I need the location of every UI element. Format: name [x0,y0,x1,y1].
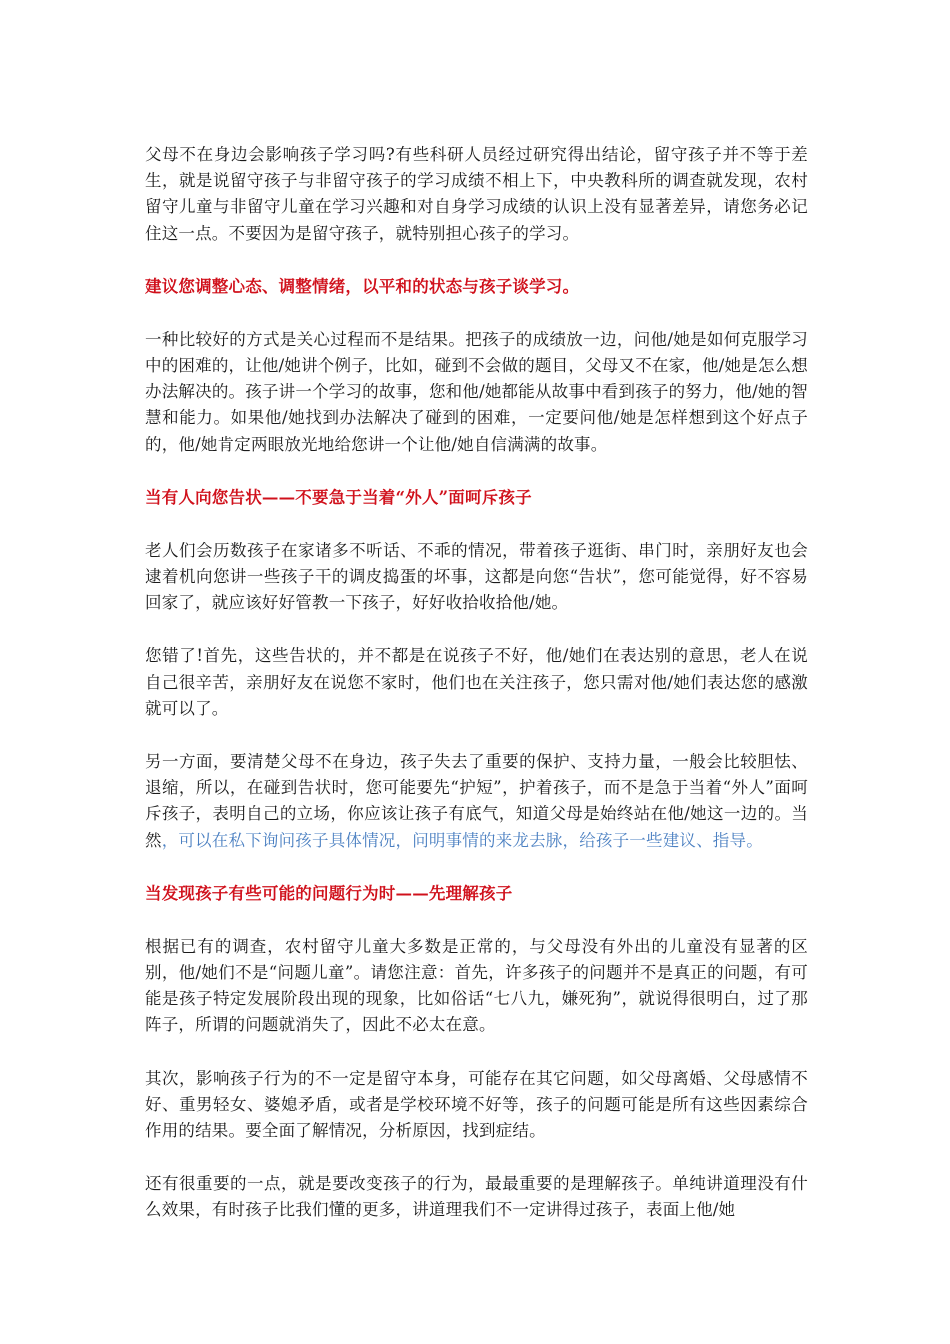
heading-block [145,485,808,511]
paragraph-block [145,934,808,1039]
heading-block [145,274,808,300]
paragraph-block [145,538,808,617]
paragraph-intro: 父母不在身边会影响孩子学习吗?有些科研人员经过研究得出结论，留守孩子并不等于差生，就是说留守孩子与非留守孩子的学习成绩不相上下，中央教科所的调查就发现，农村留守儿童与非留守儿童在学习兴趣和对自身学习成绩的认识上没有显著差异，请您务必记住这一点。不要因为是留守孩子，就特别担心孩子的学习。 [145,145,808,243]
paragraph-you-are-wrong: 您错了!首先，这些告状的，并不都是在说孩子不好，他/她们在表达别的意思，老人在说自己很辛苦，亲朋好友在说您不家时，他们也在关注孩子，您只需对他/她们表达您的感激就可以了。 [145,646,808,718]
paragraph-understand-child: 还有很重要的一点，就是要改变孩子的行为，最最重要的是理解孩子。单纯讲道理没有什么效果，有时孩子比我们懂的更多，讲道理我们不一定讲得过孩子，表面上他/她 [145,1174,808,1220]
section-heading-adjust-mindset: 建议您调整心态、调整情绪，以平和的状态与孩子谈学习。 [145,276,580,296]
highlighted-link-text[interactable]: ，可以在私下询问孩子具体情况，问明事情的来龙去脉，给孩子一些建议、指导。 [161,830,763,850]
section-heading-complaints: 当有人向您告状——不要急于当着“外人”面呵斥孩子 [145,487,532,507]
paragraph-other-factors: 其次，影响孩子行为的不一定是留守本身，可能存在其它问题，如父母离婚、父母感情不好、重男轻女、婆媳矛盾，或者是学校环境不好等，孩子的问题可能是所有这些因素综合作用的结果。要全面了解情况，分析原因，找到症结。 [145,1068,808,1141]
paragraph-block [145,327,808,458]
paragraph-elders-complain: 老人们会历数孩子在家诸多不听话、不乖的情况，带着孩子逛街、串门时，亲朋好友也会逮着机向您讲一些孩子干的调皮捣蛋的坏事，这都是向您“告状”，您可能觉得，好不容易回家了，就应该好好管教一下孩子，好好收拾收拾他/她。 [145,540,808,613]
paragraph-protect-child [145,749,808,854]
section-heading-problem-behavior: 当发现孩子有些可能的问题行为时——先理解孩子 [145,883,513,903]
paragraph-survey-normal: 根据已有的调查，农村留守儿童大多数是正常的，与父母没有外出的儿童没有显著的区别，他/她们不是“问题儿童”。请您注意：首先，许多孩子的问题并不是真正的问题，有可能是孩子特定发展阶段出现的现象，比如俗话“七八九，嫌死狗”，就说得很明白，过了那阵子，所谓的问题就消失了，因此不必太在意。 [145,936,808,1035]
paragraph-process-focus: 一种比较好的方式是关心过程而不是结果。把孩子的成绩放一边，问他/她是如何克服学习中的困难的，让他/她讲个例子，比如，碰到不会做的题目，父母又不在家，他/她是怎么想办法解决的。孩子讲一个学习的故事，您和他/她都能从故事中看到孩子的努力，他/她的智慧和能力。如果他/她找到办法解决了碰到的困难，一定要问他/她是怎样想到这个好点子的，他/她肯定两眼放光地给您讲一个让他/她自信满满的故事。 [145,329,808,454]
paragraph-block [145,1066,808,1145]
paragraph-protect-child-main: 另一方面，要清楚父母不在身边，孩子失去了重要的保护、支持力量，一般会比较胆怯、退缩，所以，在碰到告状时，您可能要先“护短”，护着孩子，而不是急于当着“外人”面呵斥孩子，表明自己的立场，你应该让孩子有底气，知道父母是始终站在他/她这一边的。当然 [145,752,808,850]
paragraph-block [145,749,808,854]
heading-block [145,881,808,907]
paragraph-block [145,643,808,722]
paragraph-block [145,142,808,247]
paragraph-block [145,1171,808,1223]
